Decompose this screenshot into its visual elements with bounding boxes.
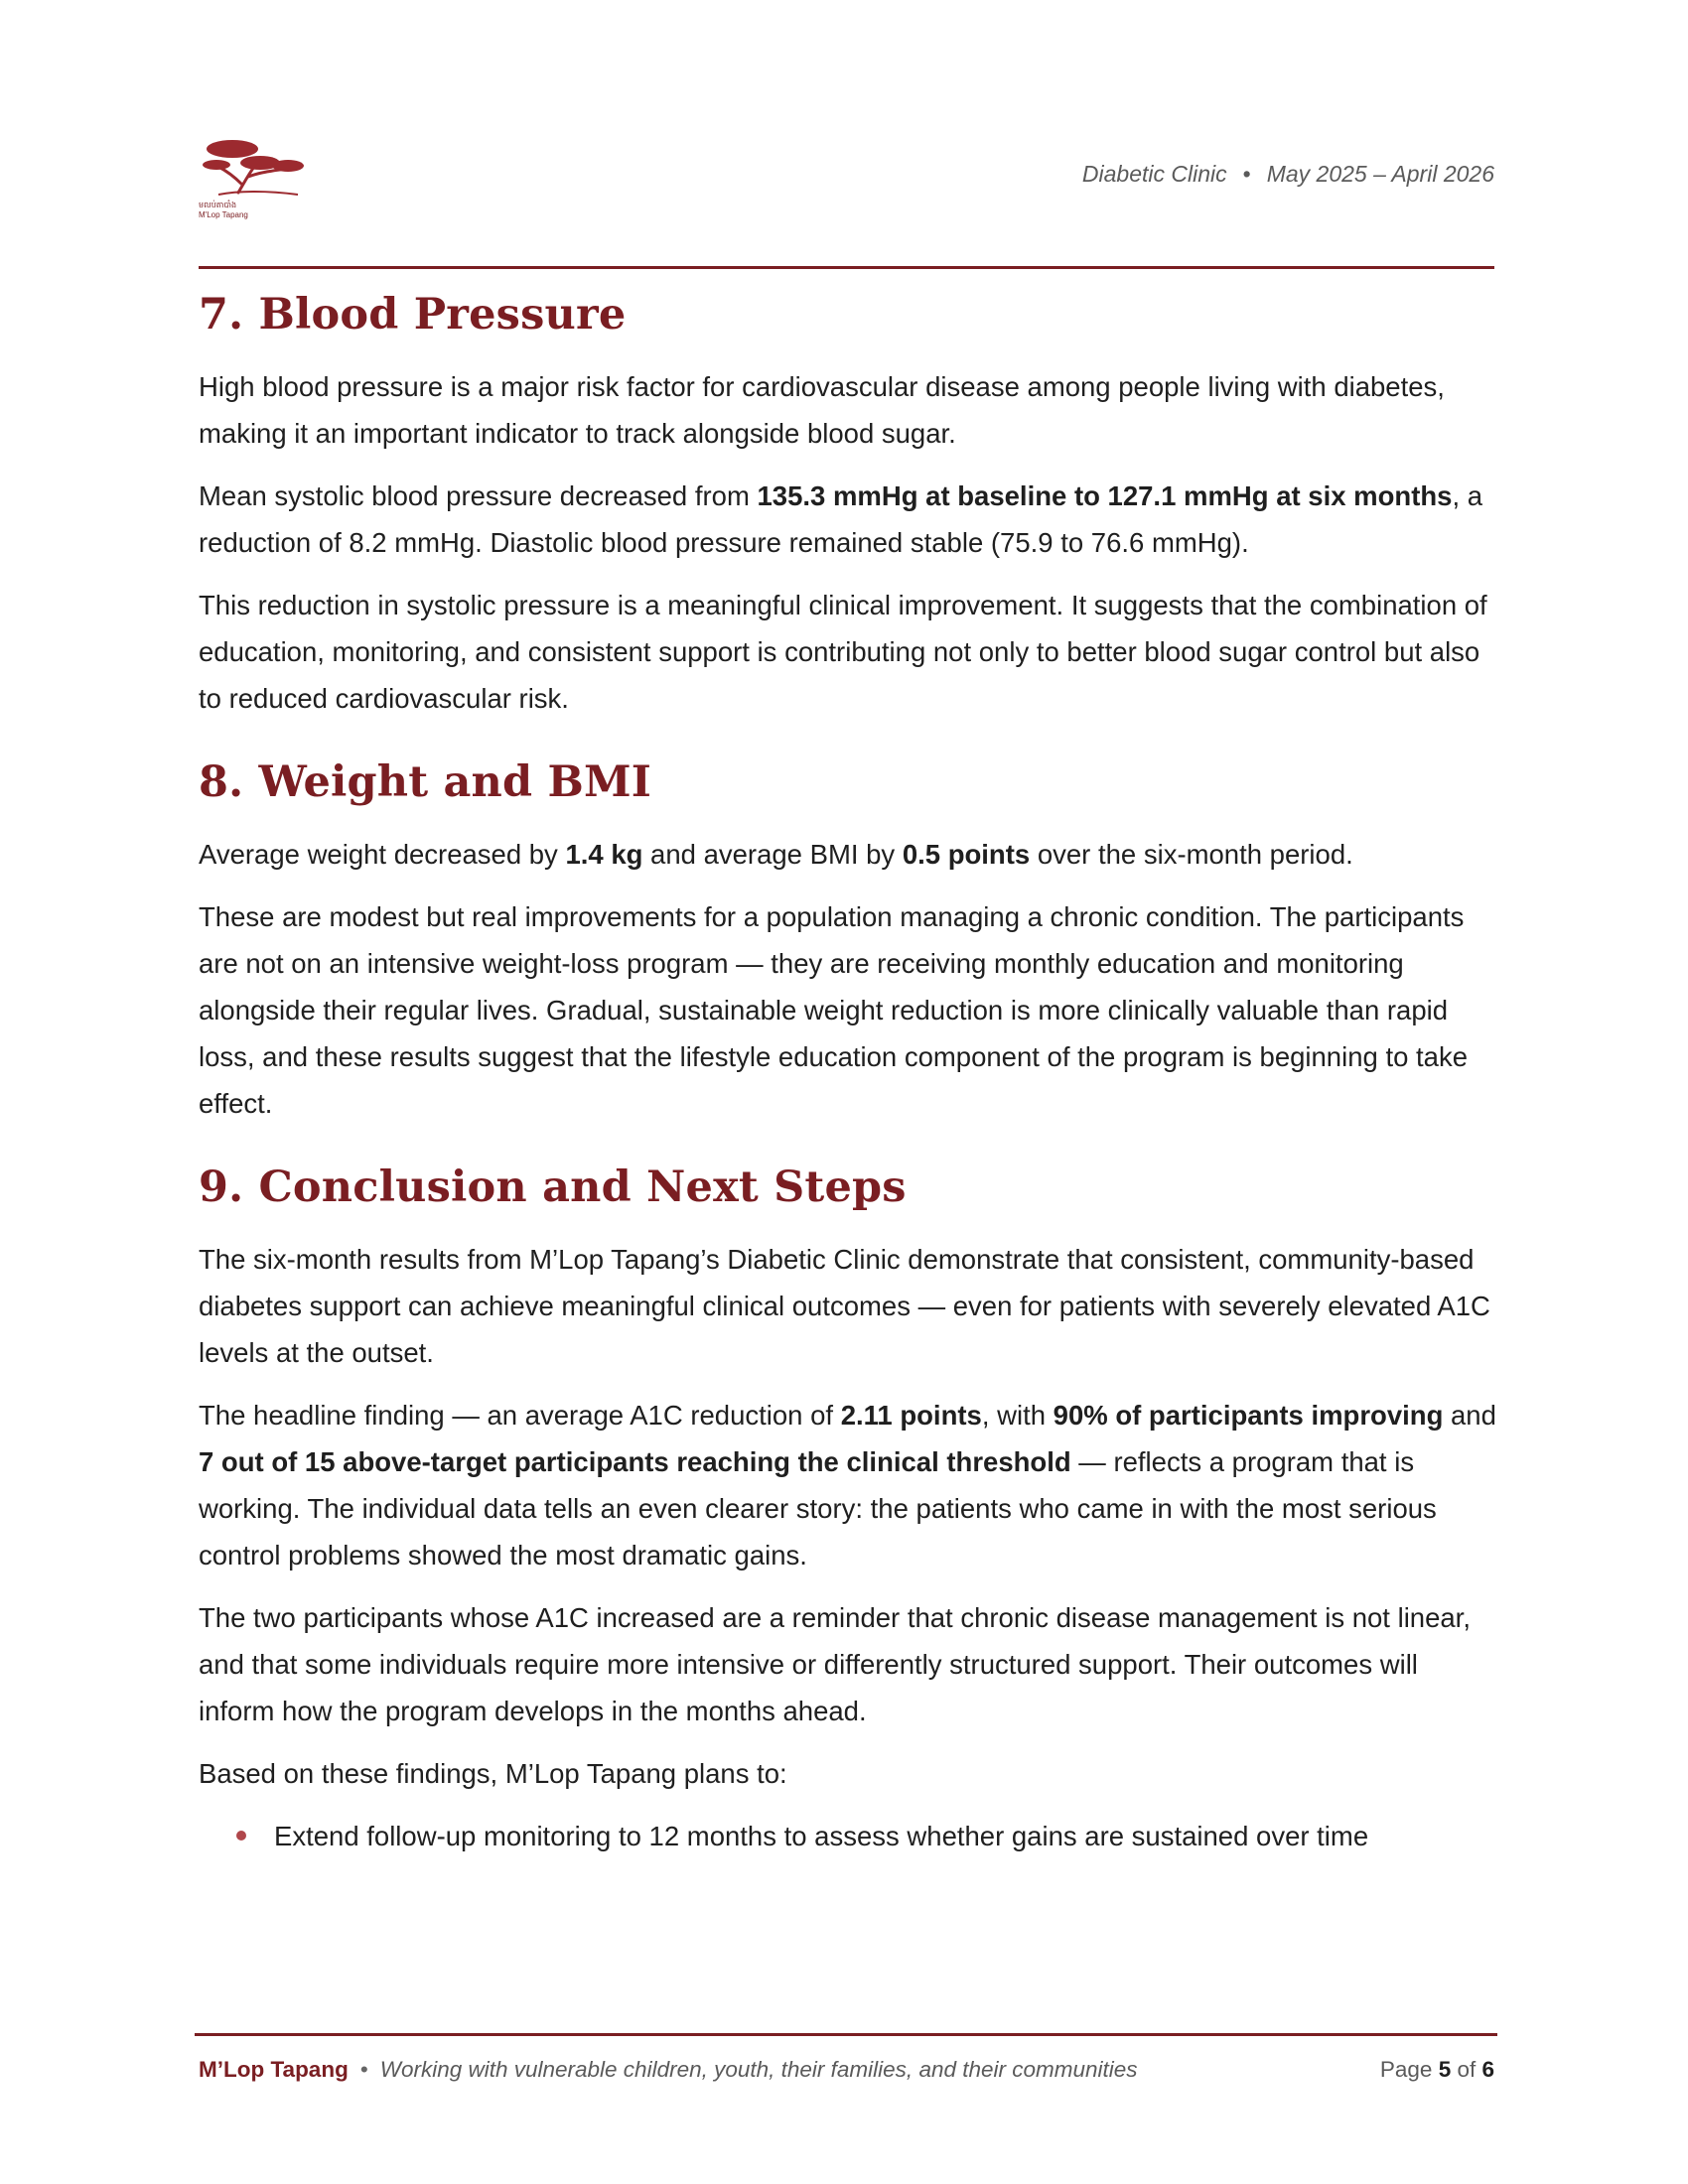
text-run: Average weight decreased by (199, 839, 566, 870)
mlop-tapang-logo (199, 137, 308, 226)
text-run: , with (981, 1400, 1054, 1431)
bold-text: 1.4 kg (565, 839, 643, 870)
text-run: and (1443, 1400, 1496, 1431)
page-footer (199, 2057, 1494, 2097)
body-paragraph (199, 1594, 1499, 1734)
page-content (199, 288, 1499, 1859)
bold-text: 90% of participants improving (1053, 1400, 1444, 1431)
page-number (1380, 2057, 1494, 2083)
page-total: 6 (1481, 2057, 1494, 2082)
text-run: High blood pressure is a major risk factor for cardiovascular disease among people living with diabetes, making it an important indicator to track alongside blood sugar. (199, 371, 1445, 449)
page-current: 5 (1438, 2057, 1452, 2082)
page-header (199, 129, 1494, 218)
page-of: of (1451, 2057, 1482, 2082)
section-heading: 8. Weight and BMI (199, 757, 652, 807)
header-period: May 2025 – April 2026 (1266, 161, 1494, 187)
body-paragraph (199, 1392, 1499, 1578)
bold-text: 7 out of 15 above-target participants reaching the clinical threshold (199, 1446, 1071, 1477)
list-item-text: Extend follow-up monitoring to 12 months to assess whether gains are sustained over time (274, 1821, 1369, 1851)
text-run: The two participants whose A1C increased are a reminder that chronic disease management is not linear, and that some individuals require more intensive or differently structured support. Their outcomes will inform how the program develops in the months ahead. (199, 1602, 1471, 1726)
header-meta (1082, 161, 1494, 188)
logo-caption-khmer: មលប់តាបាំង (199, 201, 237, 209)
body-paragraph (199, 1236, 1499, 1376)
tree-logo-icon (199, 137, 308, 199)
section-heading: 7. Blood Pressure (199, 290, 627, 340)
logo-caption (199, 201, 248, 220)
body-paragraph (199, 363, 1499, 457)
text-run: Mean systolic blood pressure decreased from (199, 480, 758, 511)
text-run: over the six-month period. (1030, 839, 1353, 870)
body-paragraph (199, 893, 1499, 1127)
text-run: This reduction in systolic pressure is a meaningful clinical improvement. It suggests that the combination of education, monitoring, and consistent support is contributing not only to better blood sugar control but also to reduced cardiovascular risk. (199, 590, 1487, 714)
body-paragraph (199, 473, 1499, 566)
next-steps-list (199, 1813, 1499, 1859)
page-prefix: Page (1379, 2057, 1439, 2082)
footer-tagline: Working with vulnerable children, youth, their families, and their communities (379, 2057, 1138, 2082)
body-paragraph (199, 831, 1499, 878)
section-1 (199, 288, 1499, 722)
footer-org-name: M’Lop Tapang (199, 2057, 349, 2082)
section-heading: 9. Conclusion and Next Steps (199, 1162, 907, 1212)
text-run: , a reduction of 8.2 mmHg. Diastolic blood pressure remained stable (75.9 to 76.6 mmHg). (199, 480, 1483, 558)
list-item (199, 1813, 1499, 1859)
text-run: Based on these findings, M’Lop Tapang plans to: (199, 1758, 787, 1789)
text-run: These are modest but real improvements for a population managing a chronic condition. The participants are not on an intensive weight-loss program — they are receiving monthly education and monitoring alongside their regular lives. Gradual, sustainable weight reduction is more clinically valuable than rapid loss, and these results suggest that the lifestyle education component of the program is beginning to take effect. (199, 901, 1468, 1119)
section-3 (199, 1160, 1499, 1859)
bullet-icon (236, 1831, 246, 1841)
header-divider (199, 266, 1494, 269)
text-run: The headline finding — an average A1C reduction of (199, 1400, 841, 1431)
bold-text: 135.3 mmHg at baseline to 127.1 mmHg at six months (757, 480, 1453, 511)
body-paragraph (199, 1750, 1499, 1797)
footer-separator: • (359, 2057, 368, 2082)
body-paragraph (199, 582, 1499, 722)
text-run: and average BMI by (642, 839, 903, 870)
header-separator: • (1242, 161, 1251, 187)
header-program: Diabetic Clinic (1081, 161, 1227, 187)
logo-caption-english: M'Lop Tapang (199, 210, 248, 219)
footer-divider (195, 2033, 1497, 2036)
section-2 (199, 755, 1499, 1127)
text-run: The six-month results from M’Lop Tapang’s Diabetic Clinic demonstrate that consistent, community-based diabetes support can achieve meaningful clinical outcomes — even for patients with severely elevated A1C levels at the outset. (199, 1244, 1490, 1368)
bold-text: 0.5 points (902, 839, 1031, 870)
bold-text: 2.11 points (840, 1400, 982, 1431)
text-run: — reflects a program that is working. The individual data tells an even clearer story: the patients who came in with the most serious control problems showed the most dramatic gains. (199, 1446, 1437, 1570)
